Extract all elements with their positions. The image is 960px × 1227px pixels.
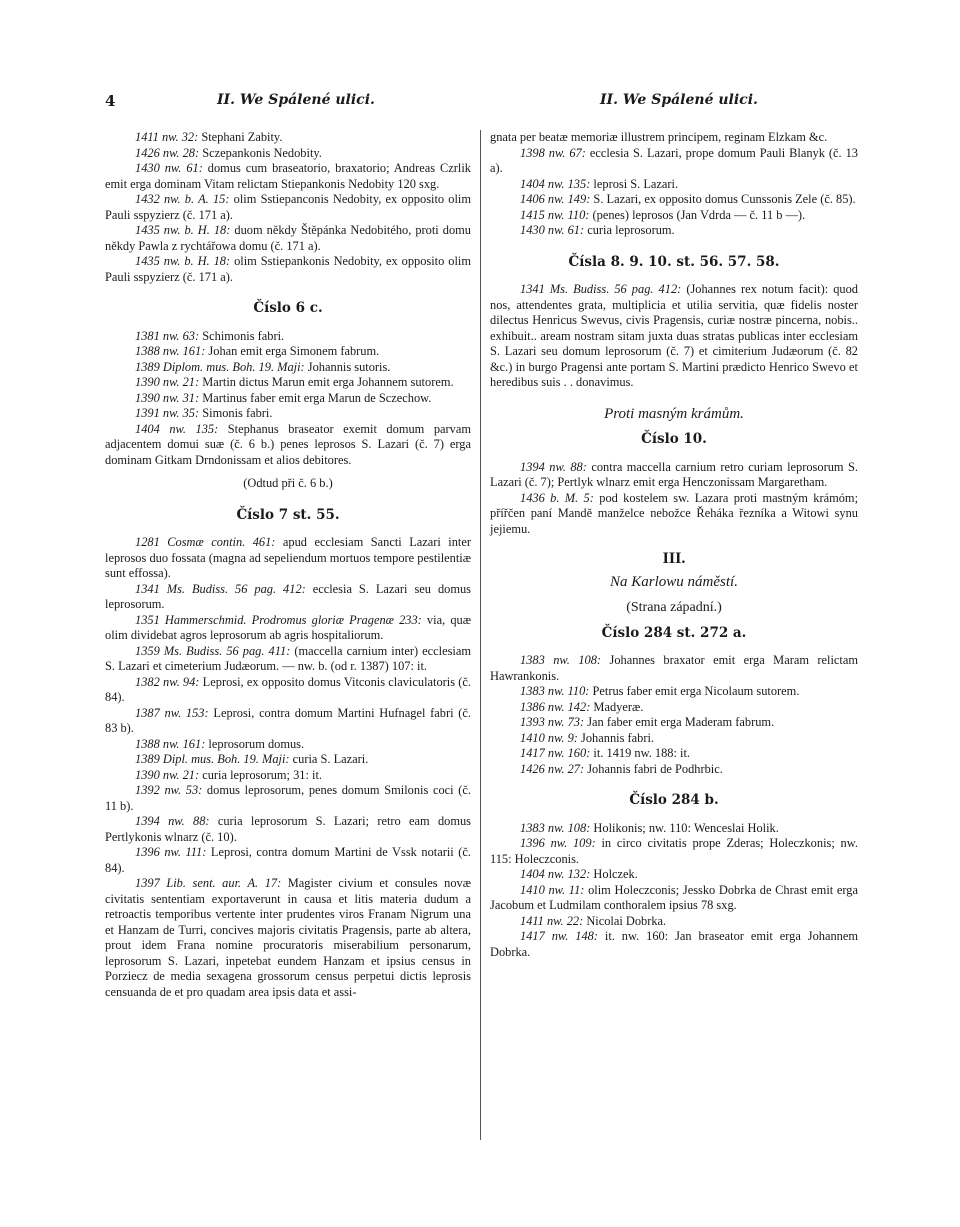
entry-reference: 1415 nw. 110:: [520, 207, 590, 222]
entry-reference: 1390 nw. 31:: [135, 390, 200, 405]
entry: [490, 836, 858, 867]
entry-text: Magister civium et consules novæ civitatis sententiam exportaverunt in causa et litis materia dudum a retroactis temporibus vertente inter prudentes viros Franam Nigrum una et Hanzam de Turri, concives majoris civitatis Pragensis, parte ab altera, prout idem Frana nomine procuratoris miserabilium personarum, leprosorum S. Lazari, inpetebat eundem Hanzam et ipsius census in Porziecz de media sexagena grossorum census perpetui dictis leprosis censuanda de et pro quadam area ipsis data et assi-: [105, 876, 471, 999]
entry-group: [490, 653, 858, 777]
entry-reference: 1417 nw. 160:: [520, 746, 591, 760]
entry: [105, 814, 471, 845]
entry-reference: 1391 nw. 35:: [135, 406, 200, 420]
entry-text: Petrus faber emit erga Nicolaum sutorem.: [589, 684, 800, 698]
entry: [105, 582, 471, 613]
left-column: [105, 130, 471, 1000]
page-number: 4: [105, 92, 116, 110]
entry-text: olim Sstiepankonis Nedobity, ex opposito olim Pauli sspyzierz (č. 171 a).: [105, 254, 471, 284]
entry-reference: 1359 Ms. Budiss. 56 pag. 411:: [135, 643, 291, 658]
entry: [490, 914, 858, 930]
entry-text: duom někdy Štěpánka Nedobitého, proti domu někdy Pawla z rychtářowa domu (č. 171 a).: [105, 223, 472, 253]
entry-text: curia leprosorum.: [584, 223, 675, 237]
entry-text: Stephanus braseator exemit domum parvam adjacentem domui suæ (č. 6 b.) penes leprosos S. Lazari (č. 7) erga dominam Gitkam Drndonissam et alios debitores.: [105, 421, 471, 467]
entry: [490, 867, 858, 883]
entry-text: Martin dictus Marun emit erga Johannem sutorem.: [199, 375, 454, 389]
entry-text: Jan faber emit erga Maderam fabrum.: [584, 715, 775, 729]
section-heading: Čísla 8. 9. 10. st. 56. 57. 58.: [568, 253, 780, 270]
entry: [105, 876, 471, 1000]
side-note: (Strana západní.): [626, 600, 722, 615]
entry-reference: 1404 nw. 135:: [135, 421, 219, 436]
entry-text: apud ecclesiam Sancti Lazari inter leprosos duo fossata (magna ad sepeliendum mortuos tempore pestilentiæ sunt effossa).: [105, 535, 471, 580]
subsection-title: Proti masným krámům.: [604, 405, 744, 422]
entry: [490, 731, 858, 747]
entry-text: Johan emit erga Simonem fabrum.: [205, 344, 380, 358]
entry: [105, 675, 471, 706]
entry-text: leprosi S. Lazari.: [590, 176, 679, 191]
entry: [105, 130, 471, 146]
entry-reference: 1426 nw. 28:: [135, 145, 200, 160]
entry-text: Schimonis fabri.: [199, 328, 285, 343]
entry: [490, 762, 858, 778]
entry-reference: 1383 nw. 108:: [520, 820, 591, 835]
section-heading: Číslo 284 b.: [629, 792, 719, 808]
entry-reference: 1426 nw. 27:: [520, 761, 585, 776]
column-divider: [480, 130, 481, 1140]
entry-reference: 1406 nw. 149:: [520, 192, 591, 206]
entry-text: leprosorum domus.: [205, 736, 305, 751]
entry-group: [490, 821, 858, 961]
section-heading: Číslo 7 st. 55.: [236, 506, 340, 523]
entry-group: [490, 460, 858, 538]
entry: [490, 146, 858, 177]
entry: [105, 845, 471, 876]
entry: [105, 783, 471, 814]
entry: [490, 746, 858, 762]
entry-reference: 1410 nw. 11:: [520, 882, 585, 897]
entry-reference: 1383 nw. 110:: [520, 684, 590, 698]
entry-reference: 1411 nw. 32:: [135, 130, 199, 144]
entry: [105, 644, 471, 675]
entry-text: via, quæ olim dividebat agros leprosorum ab agris hospitaliorum.: [105, 612, 471, 642]
entry-text: contra maccella carnium retro curiam leprosorum S. Lazari (č. 7); Pertlyk wlnarz emit erga Henczonissam Margaretham.: [490, 459, 858, 489]
cross-reference-note: (Odtud při č. 6 b.): [243, 476, 333, 490]
entry-reference: 1394 nw. 88:: [520, 459, 587, 474]
entry-reference: 1381 nw. 63:: [135, 328, 200, 343]
subsection-title: Na Karlowu náměstí.: [610, 573, 738, 590]
entry-text: Johannis fabri.: [577, 730, 654, 745]
entry-reference: 1389 Diplom. mus. Boh. 19. Maji:: [135, 359, 305, 374]
entry-reference: 1430 nw. 61:: [135, 161, 203, 175]
entry-text: Leprosi, contra domum Martini de Vssk notarii (č. 84).: [105, 845, 471, 875]
entry-reference: 1435 nw. b. H. 18:: [135, 254, 231, 268]
entry-text: Johannes braxator emit erga Maram relictam Hawrankonis.: [490, 653, 859, 683]
entry-reference: 1341 Ms. Budiss. 56 pag. 412:: [520, 282, 682, 296]
entry-reference: 1388 nw. 161:: [135, 344, 206, 358]
entry-text: Stephani Zabity.: [198, 130, 283, 144]
entry: [490, 282, 858, 391]
entry-reference: 1436 b. M. 5:: [520, 490, 594, 505]
entry-reference: 1382 nw. 94:: [135, 674, 200, 689]
entry-reference: 1398 nw. 67:: [520, 145, 586, 160]
entry-text: it. 1419 nw. 188: it.: [590, 746, 691, 760]
entry: [490, 223, 858, 239]
entry-text: in circo civitatis prope Zderas; Holeczkonis; nw. 115: Holeczconis.: [490, 836, 858, 866]
entry-reference: 1397 Lib. sent. aur. A. 17:: [135, 876, 282, 890]
entry-reference: 1351 Hammerschmid. Prodromus gloriæ Pragenæ 233:: [135, 612, 422, 627]
entry: [105, 613, 471, 644]
entry-group: [105, 130, 471, 285]
continuation-text: gnata per beatæ memoriæ illustrem principem, reginam Elzkam &c.: [490, 130, 828, 144]
entry-text: ecclesia S. Lazari, prope domum Pauli Blanyk (č. 13 a).: [490, 145, 858, 175]
entry: [105, 535, 471, 582]
entry: [105, 768, 471, 784]
entry-reference: 1411 nw. 22:: [520, 913, 584, 928]
entry: [105, 406, 471, 422]
entry: [490, 929, 858, 960]
entry-reference: 1404 nw. 132:: [520, 867, 591, 881]
entry-group: [490, 282, 858, 391]
entry-text: Johannis fabri de Podhrbic.: [584, 761, 723, 776]
entry-text: domus leprosorum, penes domum Smilonis coci (č. 11 b).: [105, 783, 471, 813]
entry: [490, 821, 858, 837]
entry: [490, 715, 858, 731]
entry-text: (Johannes rex notum facit): quod nos, attendentes grata, multiplicia et utilia servitia, quæ fidelis noster dilectus Henricus Swevus, civis Pragensis, curiæ nostræ pincerna, nobis.. exhibuit.. aream nostram sitam juxta duas stratas publicas inter ecclesiam S. Lazari seu domum leprosorum (č. 7) et cimiterium Judæorum (č. 82 &c.) in burgo Pragensi ante portam S. Martini prædicto Henrico Swevo et heredibus suis . . donavimus.: [490, 282, 858, 389]
entry-reference: 1396 nw. 109:: [520, 836, 596, 850]
entry: [105, 360, 471, 376]
entry-reference: 1417 nw. 148:: [520, 929, 598, 943]
entry-text: S. Lazari, ex opposito domus Cunssonis Zele (č. 85).: [590, 192, 856, 206]
entry: [490, 177, 858, 193]
entry-reference: 1435 nw. b. H. 18:: [135, 223, 231, 237]
entry-text: Simonis fabri.: [199, 406, 273, 420]
right-column: [490, 130, 858, 960]
running-head-right: II. We Spálené ulici.: [600, 92, 758, 108]
entry-text: Johannis sutoris.: [304, 359, 391, 374]
part-number: III.: [662, 550, 686, 567]
entry-text: pod kostelem sw. Lazara proti mastným krámóm; přířčen paní Mandě manželce nebožce Řeháka řezníka a Witowi synu jejiemu.: [490, 490, 859, 536]
entry-text: Leprosi, ex opposito domus Vitconis claviculatoris (č. 84).: [105, 674, 472, 704]
entry-text: Martinus faber emit erga Marun de Sczechow.: [199, 390, 432, 405]
entry: [105, 422, 471, 469]
entry-reference: 1396 nw. 111:: [135, 845, 207, 859]
section-heading: Číslo 284 st. 272 a.: [601, 624, 747, 641]
entry-reference: 1281 Cosmæ contin. 461:: [135, 535, 276, 549]
entry: [105, 752, 471, 768]
running-head-left: II. We Spálené ulici.: [217, 92, 375, 108]
entry: [490, 653, 858, 684]
entry-text: domus cum braseatorio, braxatorio; Andreas Czrlik emit erga dominam Vitam relictam Stiepankonis Nedobity 120 sxg.: [105, 161, 471, 191]
entry-reference: 1383 nw. 108:: [520, 653, 602, 667]
entry-text: curia leprosorum; 31: it.: [199, 767, 322, 782]
entry: [490, 491, 858, 538]
entry-reference: 1390 nw. 21:: [135, 767, 200, 782]
entry-text: Leprosi, contra domum Martini Hufnagel fabri (č. 83 b).: [105, 705, 471, 735]
entry-reference: 1404 nw. 135:: [520, 176, 591, 191]
entry: [105, 375, 471, 391]
entry-text: Madyeræ.: [590, 699, 644, 714]
entry: [105, 391, 471, 407]
entry-group: [490, 146, 858, 239]
entry-reference: 1410 nw. 9:: [520, 730, 578, 745]
entry: [490, 192, 858, 208]
entry-text: Nicolai Dobrka.: [583, 913, 667, 928]
entry: [490, 700, 858, 716]
section-heading: Číslo 10.: [641, 431, 707, 447]
entry: [105, 706, 471, 737]
entry-text: curia S. Lazari.: [289, 752, 369, 766]
entry: [105, 146, 471, 162]
entry-text: it. nw. 160: Jan braseator emit erga Johannem Dobrka.: [490, 929, 859, 959]
page-header: [105, 92, 855, 112]
entry-reference: 1386 nw. 142:: [520, 699, 591, 714]
entry: [490, 684, 858, 700]
entry: [105, 344, 471, 360]
entry: [105, 161, 471, 192]
entry: [105, 329, 471, 345]
section-heading: Číslo 6 c.: [253, 300, 323, 316]
entry: [490, 883, 858, 914]
entry: [490, 208, 858, 224]
entry-text: olim Sstiepanconis Nedobity, ex opposito olim Pauli sspyzierz (č. 171 a).: [105, 192, 472, 222]
entry-reference: 1388 nw. 161:: [135, 736, 206, 751]
entry-reference: 1389 Dipl. mus. Boh. 19. Maji:: [135, 752, 290, 766]
entry-reference: 1394 nw. 88:: [135, 814, 210, 828]
entry-text: ecclesia S. Lazari seu domus leprosorum.: [105, 581, 471, 611]
entry: [105, 192, 471, 223]
entry-reference: 1430 nw. 61:: [520, 223, 585, 237]
entry-text: olim Holeczconis; Jessko Dobrka de Chrast emit erga Jacobum et Ludmilam conthoralem ipsius 78 sxg.: [490, 882, 858, 912]
entry-group: [105, 329, 471, 469]
entry-text: Holikonis; nw. 110: Wenceslai Holik.: [590, 820, 779, 835]
entry-text: Sczepankonis Nedobity.: [199, 145, 322, 160]
entry: [490, 460, 858, 491]
entry-text: (penes) leprosos (Jan Vdrda — č. 11 b —).: [589, 207, 806, 222]
entry-reference: 1392 nw. 53:: [135, 783, 203, 797]
entry-reference: 1393 nw. 73:: [520, 715, 585, 729]
entry-reference: 1390 nw. 21:: [135, 375, 200, 389]
entry-reference: 1341 Ms. Budiss. 56 pag. 412:: [135, 581, 306, 596]
entry-group: [105, 535, 471, 1000]
entry-text: Holczek.: [590, 867, 638, 881]
entry-reference: 1387 nw. 153:: [135, 705, 209, 720]
entry-text: curia leprosorum S. Lazari; retro eam domus Pertlykonis wlnarz (č. 10).: [105, 814, 471, 844]
entry: [105, 254, 471, 285]
entry-text: (maccella carnium inter) ecclesiam S. Lazari et cimeterium Judæorum. — nw. b. (od r. 1387) 107: it.: [105, 643, 471, 673]
entry-reference: 1432 nw. b. A. 15:: [135, 192, 230, 206]
entry: [105, 737, 471, 753]
entry: [105, 223, 471, 254]
